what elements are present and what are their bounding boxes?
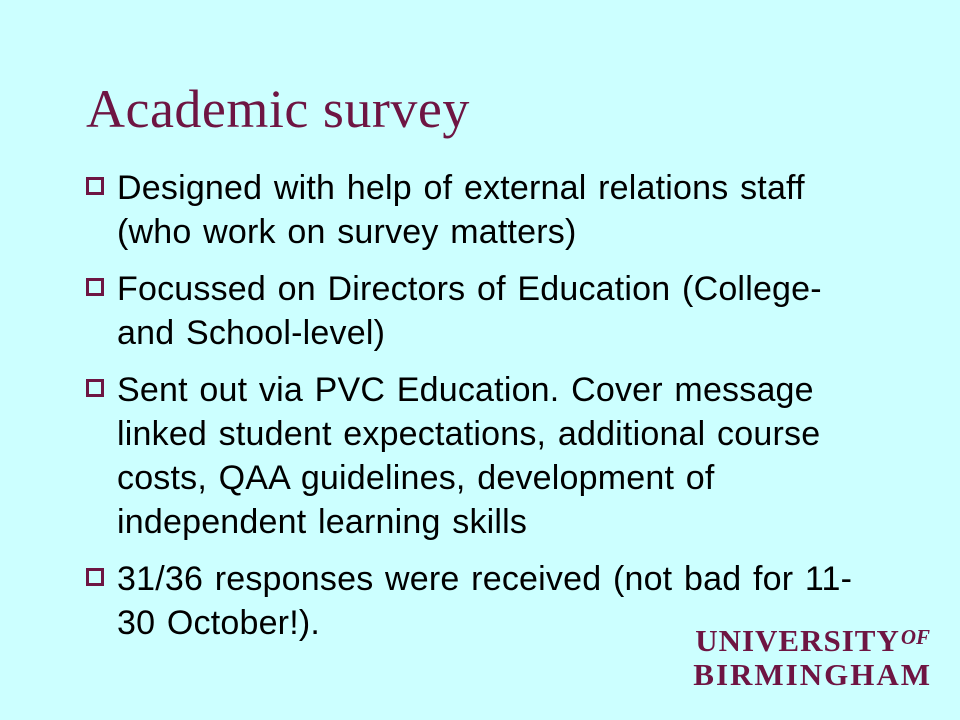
bullet-item (86, 166, 870, 254)
logo-of-text: OF (900, 625, 931, 649)
bullet-item (86, 368, 870, 544)
logo-line-birmingham: BIRMINGHAM (693, 657, 932, 692)
slide-title: Academic survey (86, 79, 470, 139)
bullet-text: 31/36 responses were received (not bad for 11-30 October!). (117, 560, 853, 642)
logo-line-university (693, 625, 932, 656)
bullet-item (86, 267, 870, 355)
square-bullet-icon (86, 278, 104, 296)
logo-university-text: UNIVERSITY (695, 623, 900, 658)
university-of-birmingham-logo (693, 625, 932, 690)
bullet-text: Designed with help of external relations staff (who work on survey matters) (117, 169, 805, 251)
bullet-text: Focussed on Directors of Education (College- and School-level) (117, 270, 822, 352)
square-bullet-icon (86, 379, 104, 397)
square-bullet-icon (86, 568, 104, 586)
bullet-text: Sent out via PVC Education. Cover message linked student expectations, additional course costs, QAA guidelines, development of independent learning skills (117, 371, 821, 541)
square-bullet-icon (86, 177, 104, 195)
bullet-list (86, 166, 870, 658)
